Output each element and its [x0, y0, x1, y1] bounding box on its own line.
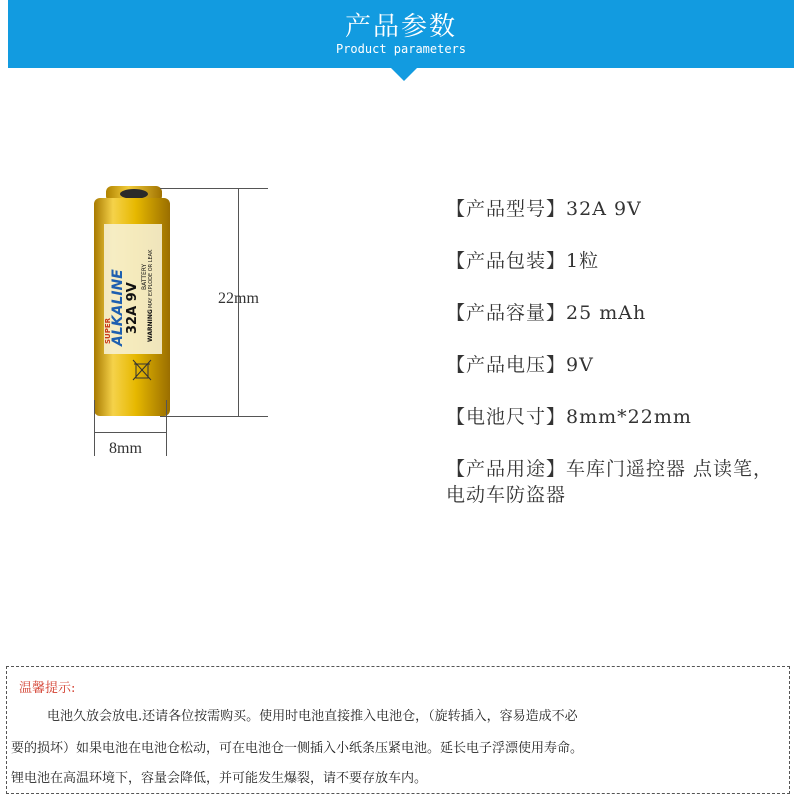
- spec-value: 车库门遥控器 点读笔，电动车防盗器: [446, 458, 774, 506]
- spec-row-usage: [446, 456, 786, 508]
- page-subtitle: Product parameters: [335, 42, 467, 56]
- battery-terminal: [120, 189, 148, 199]
- spec-label: 【电池尺寸】: [446, 406, 567, 428]
- battery-image: [86, 184, 172, 424]
- tips-box: [6, 666, 790, 794]
- battery-model-text: 32A 9V: [125, 282, 140, 334]
- spec-value: 25 mAh: [566, 302, 647, 324]
- spec-label: 【产品型号】: [446, 198, 567, 220]
- battery-battery-text: BATTERY: [141, 263, 148, 290]
- spec-row-voltage: [446, 352, 786, 378]
- page-title: 产品参数: [344, 12, 457, 42]
- spec-label: 【产品用途】: [446, 458, 567, 480]
- spec-value: 32A 9V: [566, 198, 642, 220]
- tips-line: 要的损坏）如果电池在电池仓松动，可在电池仓一侧插入小纸条压紧电池。延长电子浮漂使用寿命。: [11, 741, 584, 756]
- spec-label: 【产品包装】: [446, 250, 567, 272]
- battery-brand-text: ALKALINE: [110, 269, 126, 346]
- spec-row-size: [446, 404, 786, 430]
- tips-line: 锂电池在高温环境下，容量会降低，并可能发生爆裂，请不要存放车内。: [11, 771, 428, 786]
- battery-warning-detail: MAY EXPLODE OR LEAK: [148, 249, 154, 308]
- dim-top-tick: [160, 188, 268, 189]
- dim-right-tick: [166, 400, 167, 456]
- spec-value: 8mm*22mm: [566, 406, 692, 428]
- battery-warning-text: WARNING: [147, 309, 154, 342]
- spec-label: 【产品电压】: [446, 354, 567, 376]
- spec-row-model: [446, 196, 786, 222]
- dim-left-tick: [94, 400, 95, 456]
- spec-value: 1粒: [566, 250, 600, 272]
- dim-bottom-tick: [160, 416, 268, 417]
- spec-list: [446, 196, 786, 534]
- width-label: 8mm: [109, 440, 142, 457]
- spec-row-package: [446, 248, 786, 274]
- header-banner: [8, 0, 794, 68]
- tips-title: 温馨提示:: [19, 681, 76, 696]
- spec-row-capacity: [446, 300, 786, 326]
- spec-label: 【产品容量】: [446, 302, 567, 324]
- height-label: 22mm: [218, 290, 259, 307]
- spec-value: 9V: [566, 354, 594, 376]
- banner-notch: [390, 67, 418, 81]
- battery-super-text: SUPER: [104, 317, 112, 344]
- dim-width-line: [94, 432, 167, 433]
- tips-line: 电池久放会放电.还请各位按需购买。使用时电池直接推入电池仓，（旋转插入，容易造成不必: [47, 709, 578, 724]
